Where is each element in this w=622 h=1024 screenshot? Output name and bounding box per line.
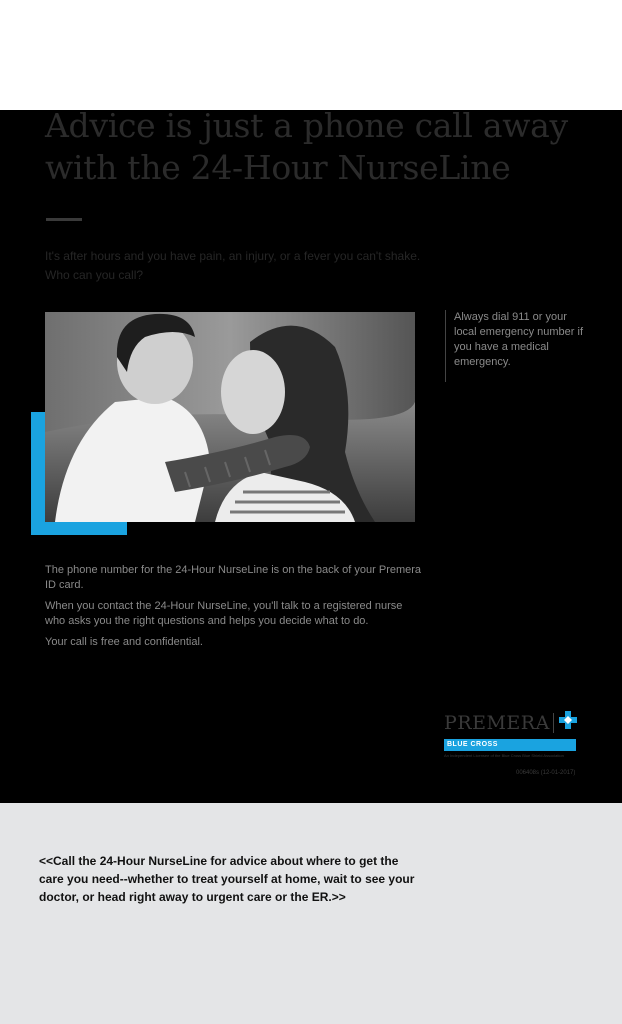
body-paragraph-2: When you contact the 24-Hour NurseLine, you'll talk to a registered nurse who asks you the right questions and helps you decide what to do.	[45, 600, 403, 627]
body-paragraph-3: Your call is free and confidential.	[45, 636, 203, 648]
document-code: 006408s (12-01-2017)	[516, 770, 576, 776]
logo-wordmark: PREMERA	[444, 711, 550, 734]
title-divider	[46, 218, 82, 221]
body-paragraph-1: The phone number for the 24-Hour NurseLine is on the back of your Premera ID card.	[45, 564, 422, 591]
blue-cross-bar: BLUE CROSS	[444, 739, 576, 751]
mother-child-photo	[45, 312, 415, 522]
license-text: An Independent Licensee of the Blue Cross Blue Shield Association	[444, 753, 564, 758]
note-panel	[0, 803, 622, 1024]
premera-logo	[444, 710, 578, 758]
title-line-1: Advice is just a phone call away	[45, 106, 568, 145]
photo-illustration	[45, 312, 415, 522]
intro-text: It's after hours and you have pain, an injury, or a fever you can't shake. Who can you call?	[45, 249, 421, 282]
top-margin	[0, 0, 622, 110]
title-line-2: with the 24-Hour NurseLine	[45, 148, 511, 187]
blue-cross-icon	[558, 710, 578, 735]
emergency-note: Always dial 911 or your local emergency number if you have a medical emergency.	[445, 310, 584, 382]
page-title	[45, 105, 585, 189]
logo-top-row	[444, 710, 578, 735]
logo-divider	[553, 713, 554, 733]
body-copy	[45, 563, 425, 656]
callout-text: <<Call the 24-Hour NurseLine for advice about where to get the care you need--whether to treat yourself at home, wait to see your doctor, or head right away to urgent care or the ER.>>	[39, 854, 415, 904]
